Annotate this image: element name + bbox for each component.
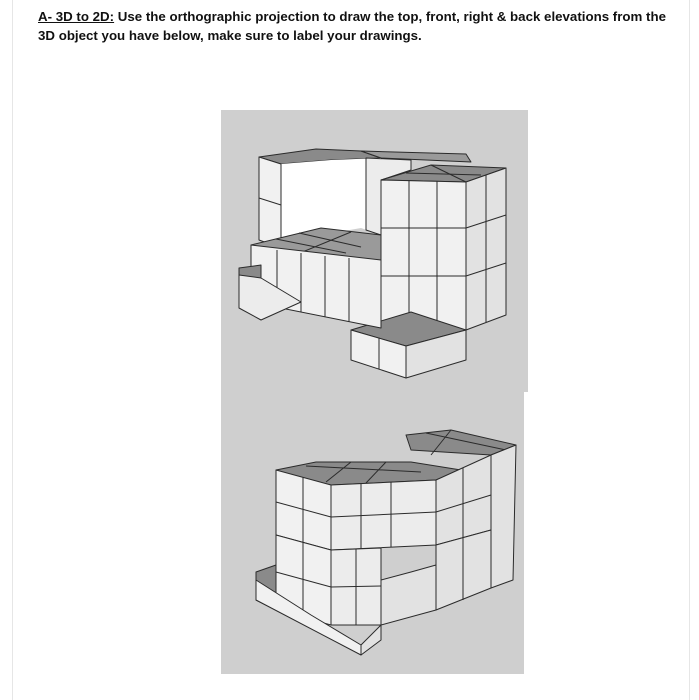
instructions xyxy=(38,7,678,45)
tall-column-front xyxy=(381,180,466,330)
isometric-figure xyxy=(221,110,528,674)
left-wall xyxy=(259,157,281,248)
back-section-right xyxy=(491,445,516,588)
instructions-body: Use the orthographic projection to draw the top, front, right & back elevations from the 3D object you have below, make sure to label your drawings. xyxy=(38,9,666,43)
instructions-heading: A- 3D to 2D: xyxy=(38,9,115,24)
